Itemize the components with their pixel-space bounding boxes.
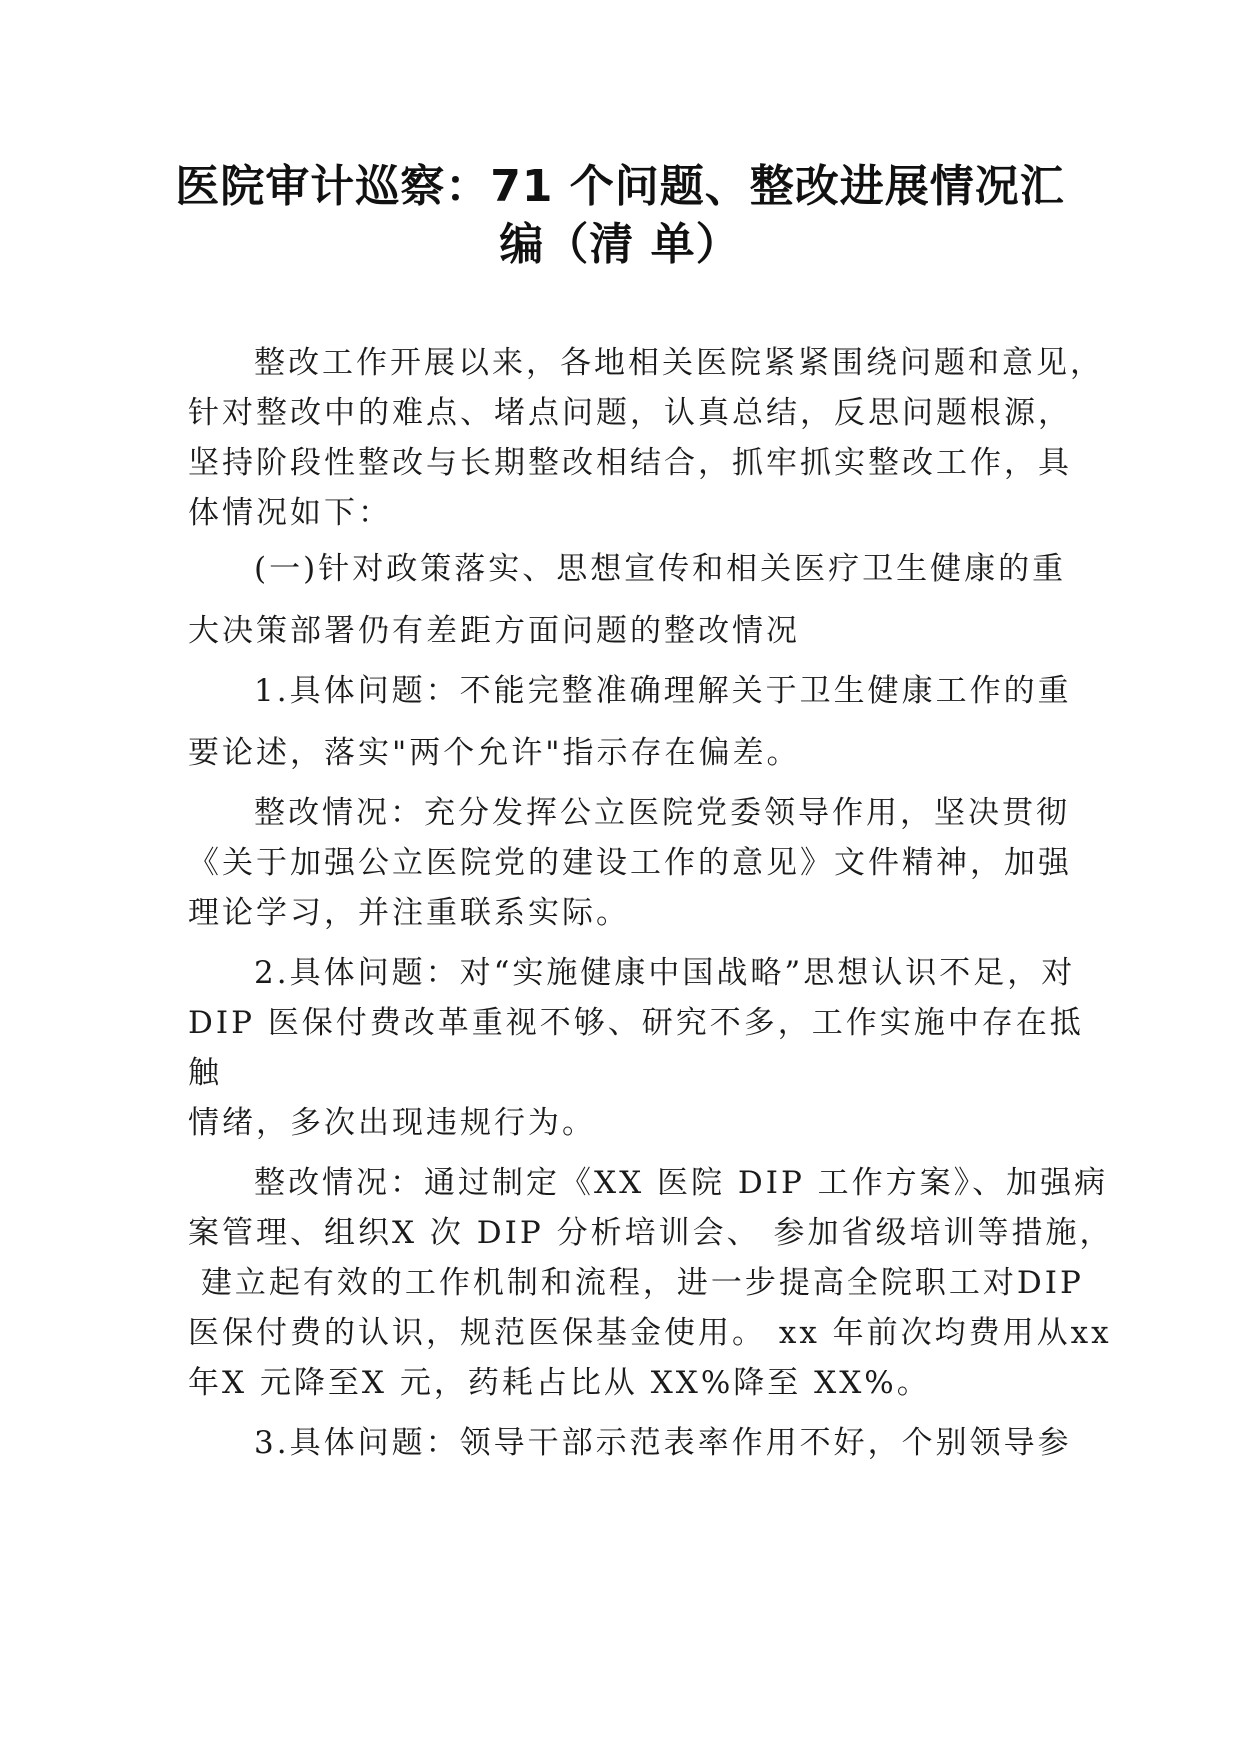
text-line: 针对整改中的难点、堵点问题，认真总结，反思问题根源， (188, 395, 1072, 431)
text-line: 要论述，落实"两个允许"指示存在偏差。 (188, 735, 801, 771)
text-line: 2.具体问题：对“实施健康中国战略”思想认识不足，对 (254, 955, 1076, 991)
text-line: 大决策部署仍有差距方面问题的整改情况 (188, 613, 800, 649)
text-line: DIP 医保付费改革重视不够、研究不多，工作实施中存在抵 (188, 1005, 1084, 1041)
title-line: 医院审计巡察：71 个问题、整改进展情况汇 (175, 161, 1065, 212)
text-line: 《关于加强公立医院党的建设工作的意见》文件精神，加强 (188, 845, 1072, 881)
text-line: 触 (188, 1055, 222, 1091)
document-title (150, 158, 1090, 274)
text-line: (一)针对政策落实、思想宣传和相关医疗卫生健康的重 (254, 551, 1067, 587)
issue-paragraph (188, 948, 1084, 1148)
rectification-paragraph (188, 1158, 1114, 1408)
text-line: 1.具体问题：不能完整准确理解关于卫生健康工作的重 (254, 673, 1072, 709)
title-line: 编（清 单） (499, 219, 741, 270)
issue-paragraph (188, 1418, 1072, 1468)
text-line: 情绪，多次出现违规行为。 (188, 1105, 596, 1141)
document-body (188, 338, 1114, 1468)
intro-paragraph (188, 338, 1104, 538)
text-line: 3.具体问题：领导干部示范表率作用不好，个别领导参 (254, 1425, 1072, 1461)
text-line: 整改情况：充分发挥公立医院党委领导作用，坚决贯彻 (254, 795, 1070, 831)
text-line: 年X 元降至X 元，药耗占比从 XX%降至 XX%。 (188, 1365, 931, 1401)
text-line: 整改情况：通过制定《XX 医院 DIP 工作方案》、加强病 (254, 1165, 1109, 1201)
text-line: 坚持阶段性整改与长期整改相结合，抓牢抓实整改工作，具 (188, 445, 1072, 481)
text-line: 医保付费的认识，规范医保基金使用。 xx 年前次均费用从xx (188, 1315, 1112, 1351)
text-line: 体情况如下： (188, 495, 392, 531)
issue-paragraph (188, 666, 1072, 778)
text-line: 理论学习，并注重联系实际。 (188, 895, 630, 931)
rectification-paragraph (188, 788, 1072, 938)
text-line: 整改工作开展以来，各地相关医院紧紧围绕问题和意见， (254, 345, 1104, 381)
text-line: 案管理、组织X 次 DIP 分析培训会、 参加省级培训等措施， (188, 1215, 1114, 1251)
section-heading (188, 544, 1067, 656)
text-line: 建立起有效的工作机制和流程，进一步提高全院职工对DIP (188, 1265, 1084, 1301)
